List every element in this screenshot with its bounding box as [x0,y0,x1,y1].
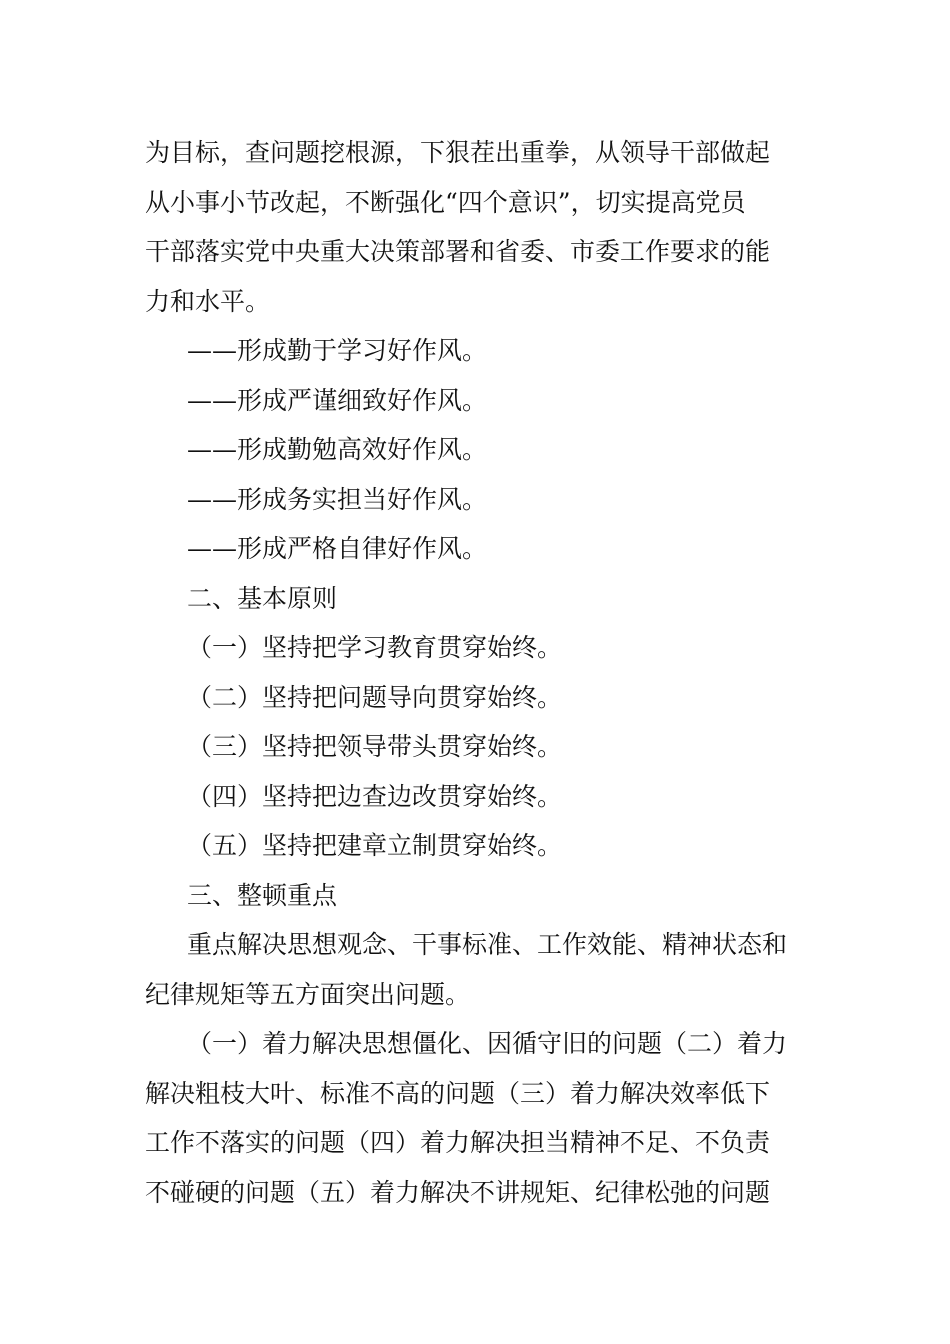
section-heading-focus: 三、整顿重点 [187,880,338,910]
principle-item: （二）坚持把问题导向贯穿始终。 [187,682,563,712]
goal-item: ——形成务实担当好作风。 [187,484,488,514]
body-line: 从小事小节改起，不断强化“四个意识”，切实提高党员 [145,187,746,217]
body-line: 力和水平。 [145,286,271,316]
body-line: 重点解决思想观念、干事标准、工作效能、精神状态和 [187,930,788,959]
goal-item: ——形成勤勉高效好作风。 [187,435,488,464]
body-line: 纪律规矩等五方面突出问题。 [145,979,471,1009]
body-line: 解决粗枝大叶、标准不高的问题（三）着力解决效率低下 [145,1078,771,1108]
principle-item: （五）坚持把建章立制贯穿始终。 [187,831,563,860]
principle-item: （一）坚持把学习教育贯穿始终。 [187,633,563,662]
body-line: 为目标，查问题挖根源，下狠茬出重拳，从领导干部做起 [145,138,771,167]
goal-item: ——形成勤于学习好作风。 [187,336,488,365]
goal-item: ——形成严谨细致好作风。 [187,385,488,415]
body-line: 干部落实党中央重大决策部署和省委、市委工作要求的能 [145,237,771,266]
section-heading-principles: 二、基本原则 [187,583,338,613]
body-line: 不碰硬的问题（五）着力解决不讲规矩、纪律松弛的问题 [145,1177,771,1207]
principle-item: （三）坚持把领导带头贯穿始终。 [187,732,563,761]
principle-item: （四）坚持把边查边改贯穿始终。 [187,781,563,811]
body-line: 工作不落实的问题（四）着力解决担当精神不足、不负责 [145,1128,771,1157]
goal-item: ——形成严格自律好作风。 [187,534,488,563]
body-line: （一）着力解决思想僵化、因循守旧的问题（二）着力 [187,1029,788,1058]
document-body [145,128,810,1217]
